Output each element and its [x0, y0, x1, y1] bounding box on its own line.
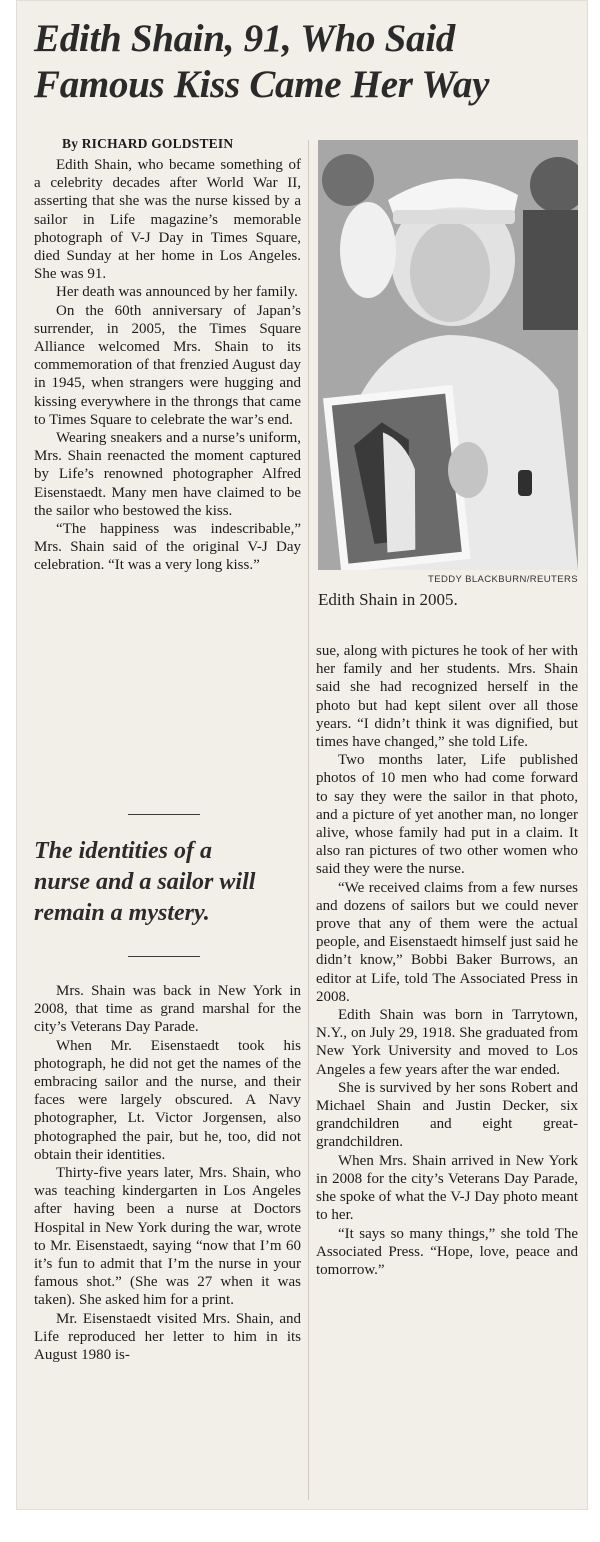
pull-quote-line-2: nurse and a sailor will [34, 869, 256, 895]
paragraph: “It says so many things,” she told The Associated Press. “Hope, love, peace and tomorrow.” [316, 1225, 578, 1278]
pull-quote-line-3: remain a mystery. [34, 900, 210, 926]
paragraph: Edith Shain, who became something of a celebrity decades after World War II, asserting that she was the nurse kissed by a sailor in Life magazine’s memorable photograph of V-J Day in Times Square, died Sunday at her home in Los Angeles. She was 91. [34, 157, 301, 283]
pullquote-rule-bottom [128, 956, 200, 957]
column-1-bottom [34, 982, 301, 1364]
paragraph: Wearing sneakers and a nurse’s uniform, Mrs. Shain reenacted the moment captured by Life’s renowned photographer Alfred Eisenstaedt. Many men have claimed to be the sailor who bestowed the kiss. [34, 430, 301, 519]
pull-quote [34, 836, 304, 929]
paragraph: Thirty-five years later, Mrs. Shain, who was teaching kindergarten in Los Angeles after having been a nurse at Doctors Hospital in New York during the war, wrote to Mr. Eisenstaedt, saying “now that I’m 60 it’s fun to admit that I’m the nurse in your famous shot.” (She was 27 when it was taken). She asked him for a print. [34, 1165, 301, 1309]
pullquote-rule-top [128, 814, 200, 815]
news-photo [318, 140, 578, 570]
paragraph: sue, along with pictures he took of her with her family and her students. Mrs. Shain said she had recognized herself in the photo but had kept silent over all those years. “I didn’t think it was dignified, but times have changed,” she told Life. [316, 643, 578, 751]
paragraph: On the 60th anniversary of Japan’s surrender, in 2005, the Times Square Alliance welcomed Mrs. Shain to its commemoration of that frenzied August day in 1945, when strangers were hugging and kissing everywhere in the throngs that came to Times Square to celebrate the war’s end. [34, 302, 301, 428]
pull-quote-line-1: The identities of a [34, 838, 212, 864]
column-divider [308, 140, 309, 1500]
column-1-top [34, 156, 301, 575]
paragraph: When Mrs. Shain arrived in New York in 2008 for the city’s Veterans Day Parade, she spoke of what the V-J Day photo meant to her. [316, 1152, 578, 1224]
headline-line-1: Edith Shain, 91, Who Said [34, 17, 455, 60]
paragraph: “The happiness was indescribable,” Mrs. Shain said of the original V-J Day celebration. “It was a very long kiss.” [34, 521, 301, 574]
paragraph: Edith Shain was born in Tarrytown, N.Y., on July 29, 1918. She graduated from New York University and moved to Los Angeles a few years after the war ended. [316, 1007, 578, 1078]
paragraph: Her death was announced by her family. [56, 284, 298, 301]
photo-caption: Edith Shain in 2005. [318, 590, 458, 609]
headline [34, 16, 584, 108]
photo-illustration [318, 140, 578, 570]
byline: By RICHARD GOLDSTEIN [62, 136, 234, 151]
headline-line-2: Famous Kiss Came Her Way [34, 63, 490, 106]
paragraph: Mr. Eisenstaedt visited Mrs. Shain, and Life reproduced her letter to him in its August 1980 is- [34, 1310, 301, 1364]
column-2 [316, 642, 578, 1279]
paragraph: Two months later, Life published photos of 10 men who had come forward to say they were the sailor in that photo, and a picture of yet another man, no longer alive, whose family had put in a claim. It also ran pictures of two other women who said they were the nurse. [316, 752, 578, 878]
photo-credit: TEDDY BLACKBURN/REUTERS [428, 574, 578, 585]
paragraph: Mrs. Shain was back in New York in 2008, that time as grand marshal for the city’s Veterans Day Parade. [34, 983, 301, 1036]
paragraph: She is survived by her sons Robert and Michael Shain and Justin Decker, six grandchildren and eight great-grandchildren. [316, 1079, 578, 1151]
paragraph: “We received claims from a few nurses and dozens of sailors but we could never prove that any of them were the actual people, and Eisenstaedt himself just said he didn’t know,” Bobbi Baker Burrows, an editor at Life, told The Associated Press in 2008. [316, 879, 578, 1005]
paragraph: When Mr. Eisenstaedt took his photograph, he did not get the names of the embracing sailor and the nurse, and their faces were largely obscured. A Navy photographer, Lt. Victor Jorgensen, also photographed the pair, but he, too, did not obtain their identities. [34, 1037, 301, 1163]
